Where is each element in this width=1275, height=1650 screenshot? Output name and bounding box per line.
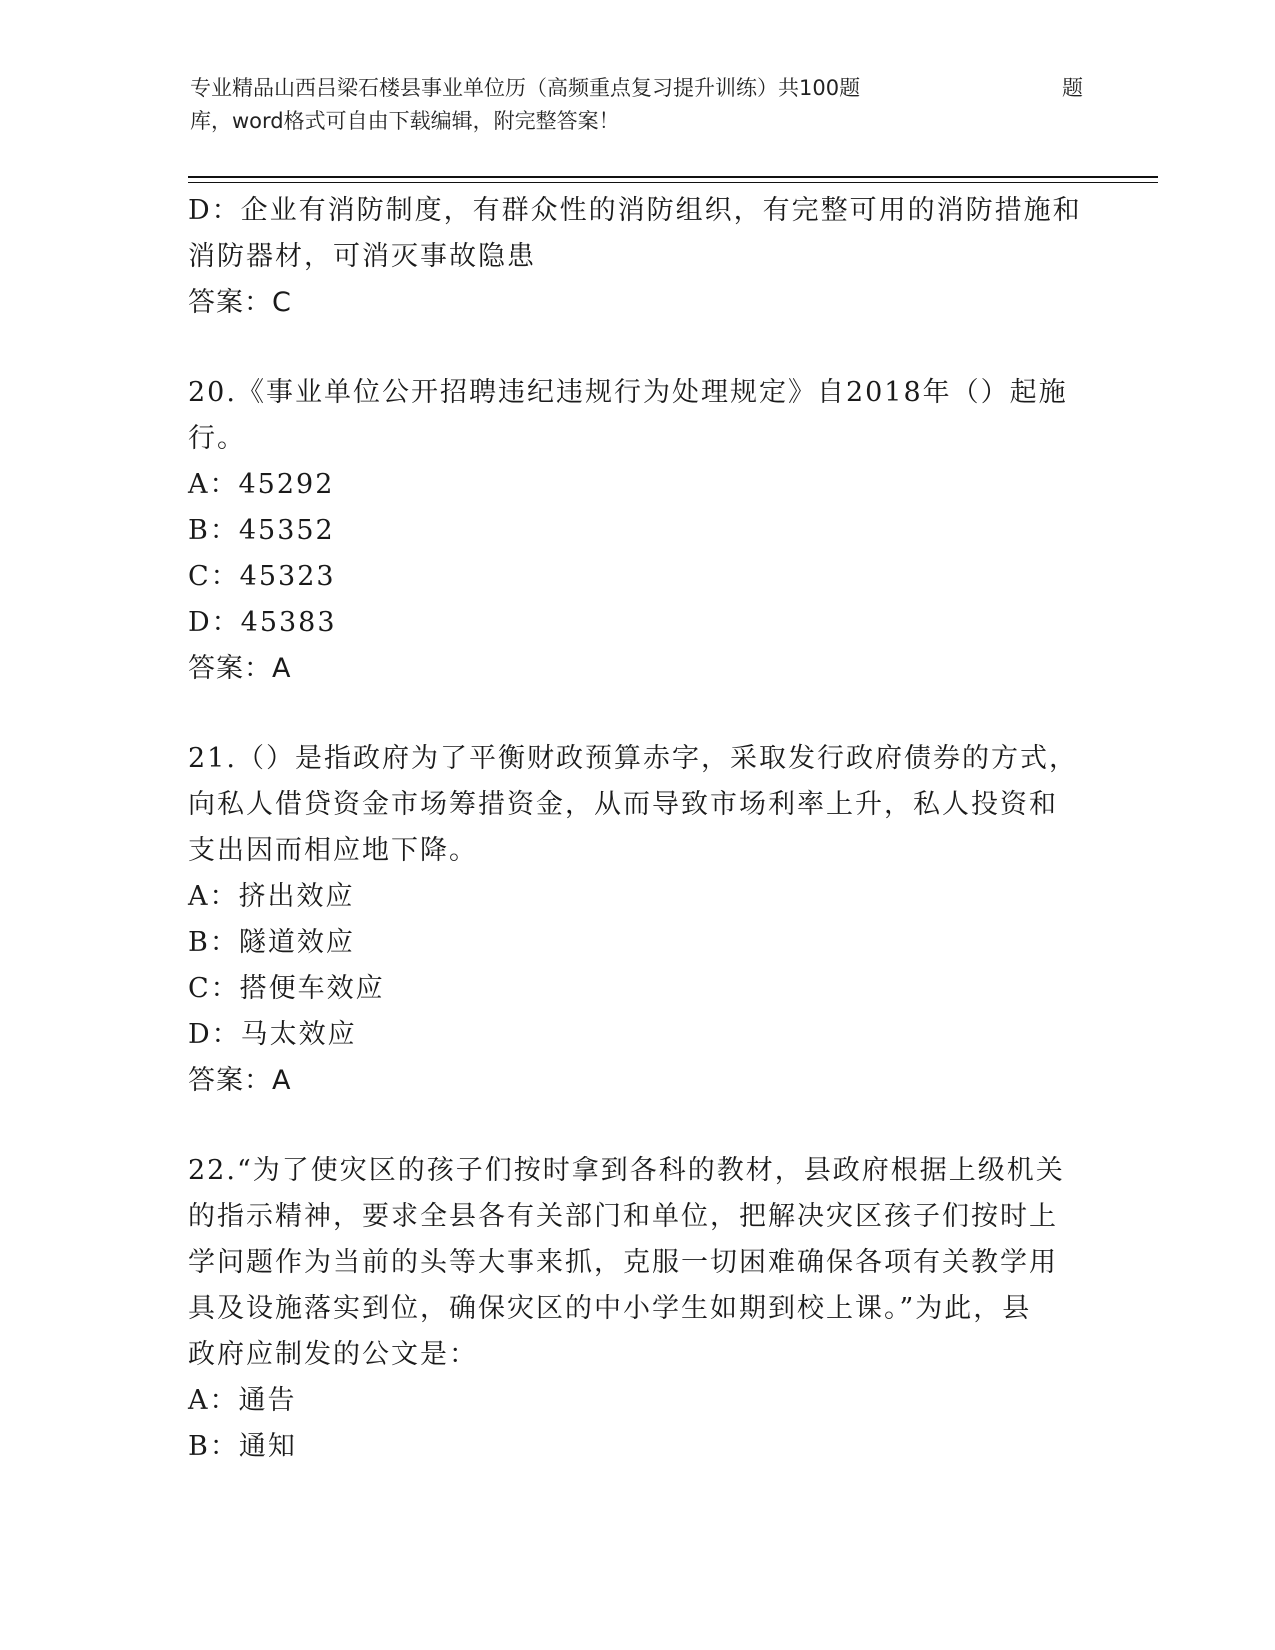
header-divider-thin (188, 182, 1158, 183)
question-21 (188, 736, 1088, 1104)
option-b: B：隧道效应 (188, 927, 355, 958)
question-19 (188, 188, 1088, 326)
answer: 答案：A (188, 653, 292, 684)
spacer (188, 1104, 1088, 1148)
question-text: 22.“为了使灾区的孩子们按时拿到各科的教材，县政府根据上级机关 (188, 1155, 1065, 1186)
option-b: B：通知 (188, 1431, 297, 1462)
question-text-continued: 支出因而相应地下降。 (188, 835, 478, 866)
spacer (188, 692, 1088, 736)
option-d: D：企业有消防制度，有群众性的消防组织，有完整可用的消防措施和 (188, 195, 1082, 226)
question-text-continued: 的指示精神，要求全县各有关部门和单位，把解决灾区孩子们按时上 (188, 1201, 1058, 1232)
document-body (188, 188, 1088, 1470)
question-text-continued: 政府应制发的公文是： (188, 1339, 478, 1370)
spacer (188, 326, 1088, 370)
header-line-2: 库，word格式可自由下载编辑，附完整答案！ (190, 109, 620, 133)
header-title: 专业精品山西吕梁石楼县事业单位历（高频重点复习提升训练）共100题 (190, 76, 861, 100)
header-title-extra: 题 (1062, 76, 1083, 100)
option-a: A：通告 (188, 1385, 297, 1416)
question-text-continued: 向私人借贷资金市场筹措资金，从而导致市场利率上升，私人投资和 (188, 789, 1058, 820)
option-a: A：45292 (188, 469, 335, 500)
header-divider-thick (188, 176, 1158, 178)
question-text: 20.《事业单位公开招聘违纪违规行为处理规定》自2018年（）起施 (188, 377, 1068, 408)
answer: 答案：A (188, 1065, 292, 1096)
option-a: A：挤出效应 (188, 881, 355, 912)
question-text-continued: 学问题作为当前的头等大事来抓，克服一切困难确保各项有关教学用 (188, 1247, 1058, 1278)
question-text-continued: 具及设施落实到位，确保灾区的中小学生如期到校上课。”为此，县 (188, 1293, 1032, 1324)
question-text-continued: 行。 (188, 423, 246, 454)
page-header (190, 72, 1090, 138)
question-text: 21.（）是指政府为了平衡财政预算赤字，采取发行政府债券的方式， (188, 743, 1078, 774)
option-d: D：45383 (188, 607, 337, 638)
answer: 答案：C (188, 287, 292, 318)
header-line-1 (190, 72, 1090, 105)
option-c: C：搭便车效应 (188, 973, 385, 1004)
option-c: C：45323 (188, 561, 336, 592)
option-d-continued: 消防器材，可消灭事故隐患 (188, 241, 536, 272)
option-b: B：45352 (188, 515, 335, 546)
question-20 (188, 370, 1088, 692)
option-d: D：马太效应 (188, 1019, 357, 1050)
question-22 (188, 1148, 1088, 1470)
